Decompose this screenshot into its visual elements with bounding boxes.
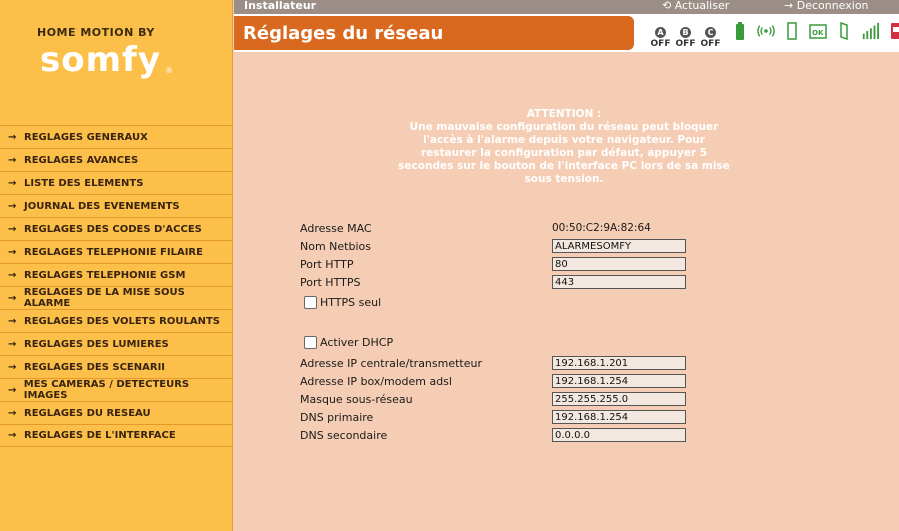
http-port-label: Port HTTP — [300, 258, 354, 271]
menu-item-label: REGLAGES AVANCES — [24, 154, 139, 166]
menu-item-label: REGLAGES TELEPHONIE GSM — [24, 269, 186, 281]
box-ip-label: Adresse IP box/modem adsl — [300, 375, 452, 388]
arrow-right-icon: → — [8, 223, 17, 235]
arrow-right-icon: → — [8, 407, 17, 419]
sim-icon — [887, 20, 899, 42]
dns2-label: DNS secondaire — [300, 429, 388, 442]
mac-value: 00:50:C2:9A:82:64 — [552, 222, 651, 234]
battery-icon — [731, 20, 749, 42]
dns1-input[interactable] — [552, 410, 686, 424]
menu-item-label: REGLAGES DES CODES D'ACCES — [24, 223, 202, 235]
svg-text:OK: OK — [812, 29, 824, 37]
menu-item-liste-elements[interactable] — [0, 171, 233, 194]
warning-title: ATTENTION : — [526, 108, 602, 120]
menu-item-label: REGLAGES DE L'INTERFACE — [24, 430, 176, 441]
logout-link[interactable] — [784, 0, 869, 12]
arrow-right-icon: → — [8, 315, 17, 327]
warning-text: Une mauvaise configuration du réseau peut bloquer l'accès à l'alarme depuis votre navigateur. Pour restaurer la configuration par défaut, appuyer 5 secondes sur le bouton de l'interface PC lors de sa mise sous tension. — [398, 121, 730, 185]
box-ip-input[interactable] — [552, 374, 686, 388]
refresh-label: Actualiser — [674, 0, 730, 12]
menu-item-journal-evenements[interactable] — [0, 194, 233, 217]
dns2-input[interactable] — [552, 428, 686, 442]
menu-item-interface[interactable] — [0, 424, 233, 447]
menu-item-label: REGLAGES GENERAUX — [24, 131, 148, 143]
https-only-label: HTTPS seul — [320, 296, 382, 309]
status-icons — [648, 20, 899, 50]
logo-tagline: HOME MOTION BY — [37, 26, 155, 39]
zone-a-status: A OFF — [650, 28, 671, 49]
arrow-right-icon: → — [784, 0, 797, 12]
menu-item-label: REGLAGES DU RESEAU — [24, 407, 151, 419]
netbios-label: Nom Netbios — [300, 240, 371, 253]
http-port-input[interactable] — [552, 257, 686, 271]
arrow-right-icon: → — [8, 292, 17, 304]
arrow-right-icon: → — [8, 200, 17, 212]
main-content — [234, 52, 899, 531]
ok-icon — [809, 20, 827, 42]
menu-item-label: LISTE DES ELEMENTS — [24, 177, 144, 189]
arrow-right-icon: → — [8, 338, 17, 350]
checkbox-box[interactable] — [304, 336, 317, 349]
menu-item-reseau[interactable] — [0, 401, 233, 424]
menu-item-lumieres[interactable] — [0, 332, 233, 355]
arrow-right-icon: → — [8, 246, 17, 258]
ip-input[interactable] — [552, 356, 686, 370]
menu-item-mise-sous-alarme[interactable] — [0, 286, 233, 309]
arrow-right-icon: → — [8, 177, 17, 189]
refresh-link[interactable] — [662, 0, 729, 12]
arrow-right-icon: → — [8, 154, 17, 166]
user-role: Installateur — [244, 0, 317, 12]
arrow-right-icon: → — [8, 131, 17, 143]
page-header — [234, 14, 899, 52]
https-port-input[interactable] — [552, 275, 686, 289]
menu-item-codes-acces[interactable] — [0, 217, 233, 240]
dhcp-label: Activer DHCP — [320, 336, 394, 349]
menu-item-reglages-generaux[interactable] — [0, 125, 233, 148]
logout-label: Deconnexion — [796, 0, 869, 12]
https-port-label: Port HTTPS — [300, 276, 361, 289]
sidebar-menu — [0, 125, 233, 447]
menu-item-cameras[interactable] — [0, 378, 233, 401]
menu-item-label: REGLAGES DE LA MISE SOUS ALARME — [23, 287, 185, 309]
sidebar — [0, 0, 233, 531]
title-banner — [234, 16, 634, 50]
top-bar — [234, 0, 899, 14]
mask-input[interactable] — [552, 392, 686, 406]
mac-label: Adresse MAC — [300, 222, 372, 235]
dhcp-checkbox[interactable] — [304, 336, 393, 349]
menu-item-label: REGLAGES DES VOLETS ROULANTS — [24, 315, 220, 327]
menu-item-label: MES CAMERAS / DETECTEURS IMAGES — [23, 379, 190, 401]
zone-b-status: B OFF — [675, 28, 696, 49]
warning-message — [394, 108, 734, 186]
menu-item-volets-roulants[interactable] — [0, 309, 233, 332]
arrow-right-icon: → — [8, 269, 17, 281]
menu-item-label: REGLAGES DES SCENARII — [24, 361, 166, 373]
arrow-right-icon: → — [8, 430, 17, 441]
door-open-icon — [835, 20, 853, 42]
menu-item-telephonie-filaire[interactable] — [0, 240, 233, 263]
menu-item-label: REGLAGES TELEPHONIE FILAIRE — [24, 246, 203, 258]
refresh-icon: ⟲ — [662, 0, 675, 12]
door-icon — [783, 20, 801, 42]
netbios-input[interactable] — [552, 239, 686, 253]
somfy-logo — [0, 0, 233, 126]
logo-registered: ® — [165, 66, 173, 75]
ip-label: Adresse IP centrale/transmetteur — [300, 357, 483, 370]
logo-wordmark: somfy — [40, 40, 161, 80]
dns1-label: DNS primaire — [300, 411, 374, 424]
menu-item-reglages-avances[interactable] — [0, 148, 233, 171]
radio-icon — [757, 20, 775, 42]
zone-c-status: C OFF — [700, 28, 721, 49]
arrow-right-icon: → — [8, 361, 17, 373]
page-title: Réglages du réseau — [243, 23, 444, 44]
checkbox-box[interactable] — [304, 296, 317, 309]
menu-item-label: JOURNAL DES EVENEMENTS — [24, 200, 180, 212]
menu-item-scenarii[interactable] — [0, 355, 233, 378]
arrow-right-icon: → — [8, 384, 17, 396]
https-only-checkbox[interactable] — [304, 296, 381, 309]
signal-icon — [861, 20, 879, 42]
menu-item-telephonie-gsm[interactable] — [0, 263, 233, 286]
menu-item-label: REGLAGES DES LUMIERES — [24, 338, 169, 350]
mask-label: Masque sous-réseau — [300, 393, 413, 406]
